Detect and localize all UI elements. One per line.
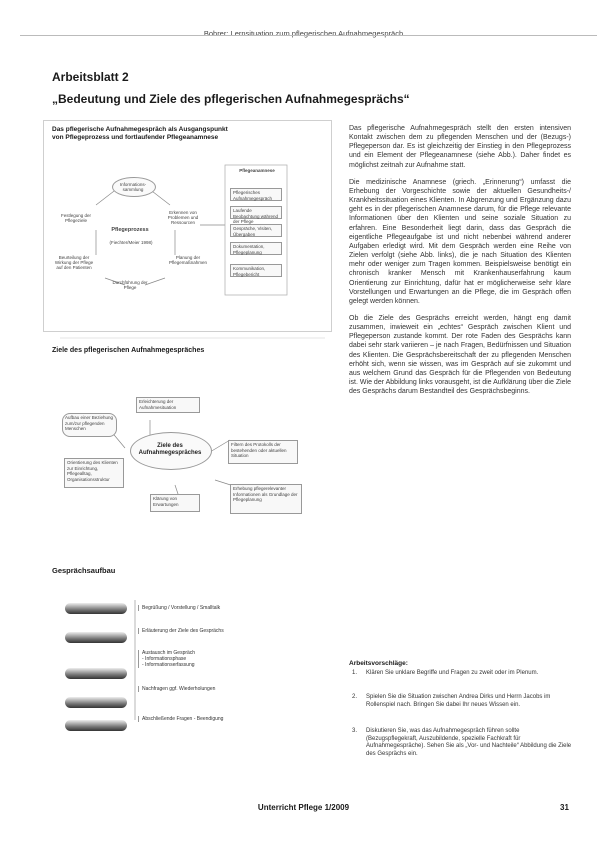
node-pflegeanamnese: Pflegeanamnese (239, 168, 275, 173)
anamnese-item-3: Gespräche, Visiten, Übergaben (230, 224, 282, 237)
step-4: Nachfragen ggf. Wiederholungen (138, 686, 252, 692)
running-header: Bohrer: Lernsituation zum pflegerischen Aufnahmegespräch (203, 29, 404, 38)
step-bar-1 (65, 603, 127, 614)
figure2-caption: Ziele des pflegerischen Aufnahmegespräches (52, 347, 205, 354)
goal-erwartungen: Klärung von Erwartungen (150, 494, 200, 512)
step-3: Austausch im Gespräch - Informationsphase - Informationserfassung (138, 650, 252, 668)
goals-center-line1: Ziele des (157, 443, 183, 449)
node-beurteilung: Beurteilung der Wirkung der Pflege auf den Patienten (54, 255, 94, 270)
goal-erleichterung: Erleichterung der Aufnahmesituation (136, 397, 200, 413)
goals-center-line2: Aufnahmegespräches (138, 450, 202, 456)
goals-center-label (130, 443, 210, 457)
anamnese-item-2: Laufende Beobachtung während der Pflege (230, 206, 282, 219)
task-2 (352, 694, 572, 709)
task-3-text: Diskutieren Sie, was das Aufnahmegespräch führen sollte (Bezugspflegekraft, Auszubildende, spezielle Fachkraft für Aufnahmegespräche). Sehen Sie als „Vor- und Nachteile“ Abbildung die Ziele des Gesprächs ein. (366, 728, 572, 757)
step-1: Begrüßung / Vorstellung / Smalltalk (138, 605, 252, 611)
anamnese-item-4: Dokumentation, Pflegeplanung (230, 242, 282, 255)
goal-orientierung: Orientierung des Klienten zur Einrichtung, Pflegealltag, Organisationsstruktur (64, 458, 124, 488)
worksheet-subtitle: „Bedeutung und Ziele des pflegerischen Aufnahmegesprächs“ (52, 92, 410, 106)
step-bar-5 (65, 720, 127, 731)
paragraph-2: Die medizinische Anamnese (griech. „Erinnerung“) umfasst die Erhebung der Vorgeschichte sowie der aktuellen Gesundheits-/ Krankheitssituation eines Klienten. In Abgrenzung und Ergänzung dazu geht es in der pflegerischen Anamnese darum, für die Pflege relevante Informationen über den Klienten und seine soziale Situation zu erfahren. Eine Besonderheit liegt darin, dass das Gespräch die eigentliche Pflegeaufgabe ist und nicht nebenbei während anderer Aufgaben erledigt wird. Mit dem Gespräch werden eine Reihe von Zielen verfolgt (siehe Abb. links), die je nach Situation des Klienten mehr oder weniger zum Tragen kommen. Beispielsweise benötigt ein chronisch kranker Mensch mit Krankenhauserfahrung kaum Orientierung zur Einrichtung, dafür hat er möglicherweise sehr klare Vorstellungen und Erwartungen an die Pflege, die im Gespräch offen gelegt werden können. (349, 178, 571, 305)
task-2-text: Spielen Sie die Situation zwischen Andrea Dirks und Herrn Jacobs im Rollenspiel nach. Bringen Sie dabei Ihr neues Wissen ein. (366, 694, 551, 708)
page-number: 31 (560, 803, 569, 812)
step-bar-2 (65, 632, 127, 643)
step-bar-3 (65, 668, 127, 679)
node-durchfuehrung: Durchführung der Pflege (112, 280, 148, 290)
goal-protokoll: Filtern des Protokolls der bestehenden oder aktuellen Situation (228, 440, 298, 464)
anamnese-item-1: Pflegerisches Aufnahmegespräch (230, 188, 282, 201)
node-pflegeziele: Festlegung der Pflegeziele (60, 213, 92, 223)
paragraph-1: Das pflegerische Aufnahmegespräch stellt den ersten intensiven Kontakt zwischen dem zu pflegenden Menschen und der (Bezugs-) Pflegeperson dar. Es ist gleichzeitig der Einstieg in den Pflegeprozess und ein Element der Pflegeanamnese (siehe Abb.). Daher findet es möglichst zeitnah zur Aufnahme statt. (349, 125, 571, 169)
task-3-number: 3. (352, 728, 358, 734)
node-informationssammlung: Informations-sammlung (119, 182, 147, 192)
step-5: Abschließende Fragen - Beendigung (138, 716, 252, 722)
step-2: Erläuterung der Ziele des Gesprächs (138, 628, 252, 634)
worksheet-title: Arbeitsblatt 2 (52, 70, 129, 84)
figure1-caption-line1: Das pflegerische Aufnahmegespräch als Ausgangspunkt (52, 126, 228, 133)
task-1-text: Klären Sie unklare Begriffe und Fragen zu zweit oder im Plenum. (366, 670, 539, 676)
body-text-column (349, 124, 571, 404)
node-pflegeprozess-source: (Fiechter/Meier 1998) (109, 240, 153, 245)
tasks-heading: Arbeitsvorschläge: (349, 660, 408, 667)
goal-beziehung: Aufbau einer Beziehung zum/zur pflegenden Menschen (62, 413, 117, 437)
node-probleme: Erkennen von Problemen und Ressourcen (167, 210, 199, 225)
step-bar-4 (65, 697, 127, 708)
node-planung: Planung der Pflegemaßnahmen (168, 255, 208, 265)
node-pflegeprozess: Pflegeprozess (111, 227, 149, 233)
figure3-caption: Gesprächsaufbau (52, 566, 116, 575)
task-1 (352, 670, 572, 678)
task-1-number: 1. (352, 670, 358, 676)
paragraph-3: Ob die Ziele des Gesprächs erreicht werden, hängt eng damit zusammen, inwieweit ein „echtes“ Gespräch zwischen Klient und Pflegeperson zustande kommt. Der rote Faden des Gesprächs kann dabei sehr stark variieren – je nach Fragen, Bedürfnissen und Situation des Klienten. Die Gesprächsbereitschaft der zu pflegenden Menschen erhöht sich, wenn sie wissen, was im Gespräch auf sie zukommt und aus welchem Grund das Gespräch für die Pflegenden von Bedeutung ist. Wie der Abbildung links vorausgeht, ist die Aufklärung über die Ziele des Gesprächs darum Bestandteil des Gesprächsbeginns. (349, 314, 571, 396)
figure1-caption-line2: von Pflegeprozess und fortlaufender Pflegeanamnese (52, 134, 219, 141)
task-3 (352, 728, 572, 758)
task-2-number: 2. (352, 694, 358, 700)
footer-journal: Unterricht Pflege 1/2009 (257, 803, 350, 812)
anamnese-item-5: Kommunikation, Pflegebericht (230, 264, 282, 277)
goal-erhebung: Erhebung pflegerelevanter Informationen als Grundlage der Pflegeplanung (230, 484, 302, 514)
